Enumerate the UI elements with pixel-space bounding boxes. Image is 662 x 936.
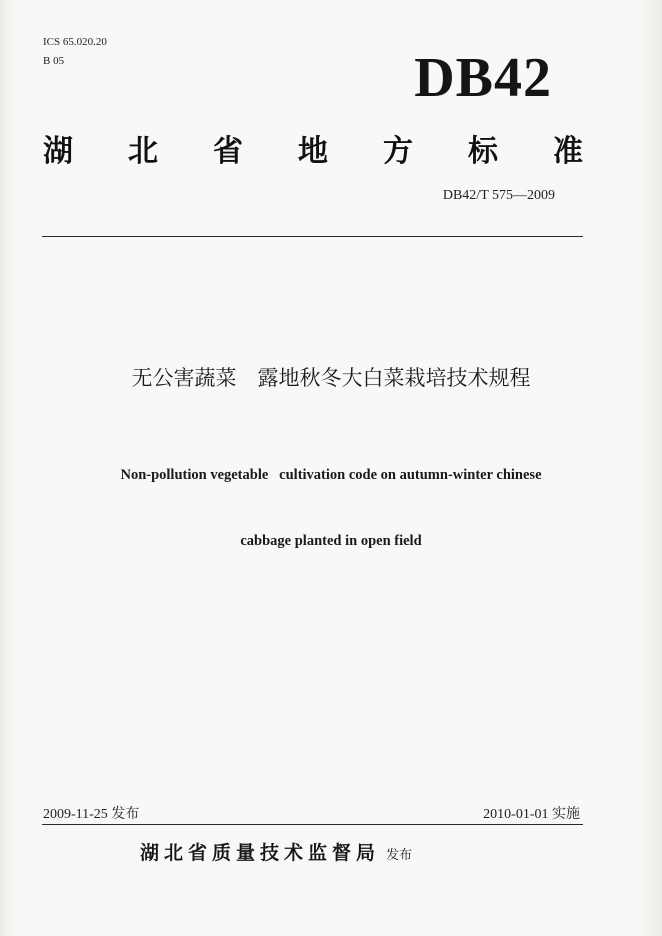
standard-type-char: 湖 bbox=[43, 134, 73, 169]
standard-type-char: 标 bbox=[468, 134, 498, 169]
issuing-authority bbox=[140, 838, 540, 865]
english-title bbox=[40, 420, 622, 596]
standard-code-logo: DB42 bbox=[414, 47, 552, 109]
english-title-line: Non-pollution vegetable cultivation code on autumn-winter chinese bbox=[120, 467, 542, 483]
ics-code: ICS 65.020.20 bbox=[43, 36, 107, 48]
issuer-name: 湖北省质量技术监督局 bbox=[140, 842, 381, 864]
issue-date: 2009-11-25 发布 bbox=[43, 807, 140, 822]
standard-type-char: 省 bbox=[213, 134, 243, 169]
implementation-date: 2010-01-01 实施 bbox=[483, 807, 580, 822]
issuer-suffix: 发布 bbox=[386, 848, 413, 863]
footer-divider bbox=[42, 824, 583, 825]
header-divider bbox=[42, 236, 583, 237]
standard-type-char: 地 bbox=[298, 134, 328, 169]
page-edge-right bbox=[638, 0, 662, 936]
standard-type-char: 北 bbox=[128, 134, 158, 169]
ccs-code: B 05 bbox=[43, 55, 65, 67]
standard-type-heading bbox=[43, 126, 583, 170]
page-edge-left bbox=[0, 0, 14, 936]
english-title-line: cabbage planted in open field bbox=[240, 533, 422, 549]
standard-number: DB42/T 575—2009 bbox=[442, 188, 555, 203]
chinese-title: 无公害蔬菜 露地秋冬大白菜栽培技术规程 bbox=[131, 366, 531, 390]
standard-type-char: 方 bbox=[383, 134, 413, 169]
standard-type-char: 准 bbox=[553, 134, 583, 169]
